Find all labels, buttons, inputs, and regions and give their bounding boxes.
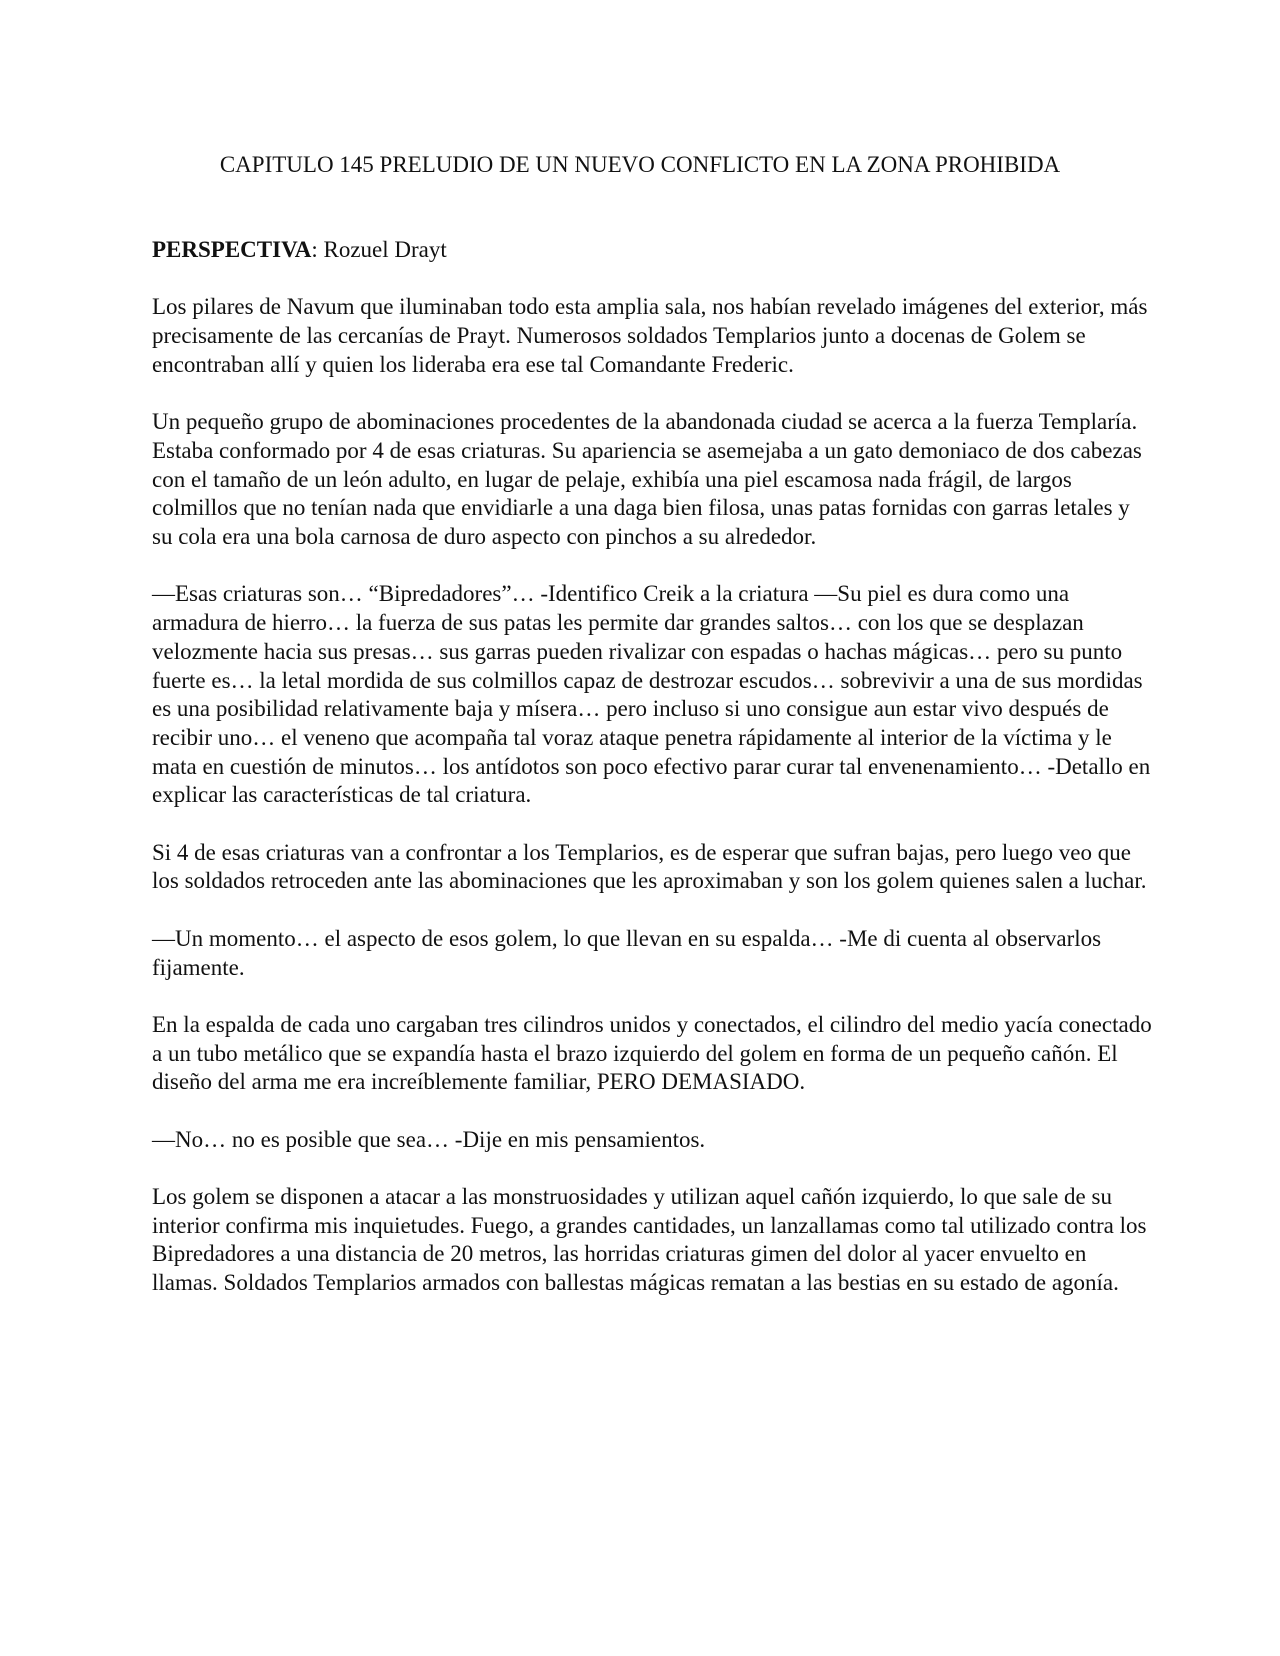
perspective-line: [152, 236, 1152, 265]
paragraph: Si 4 de esas criaturas van a confrontar a los Templarios, es de esperar que sufran bajas, pero luego veo que los soldados retroceden ante las abominaciones que les aproximaban y son los golem quienes salen a luchar.: [152, 839, 1147, 894]
paragraph: Los pilares de Navum que iluminaban todo esta amplia sala, nos habían revelado imágenes del exterior, más precisamente de las cercanías de Prayt. Numerosos soldados Templarios junto a docenas de Golem se encontraban allí y quien los lideraba era ese tal Comandante Frederic.: [152, 294, 1148, 377]
paragraph: Un pequeño grupo de abominaciones procedentes de la abandonada ciudad se acerca a la fuerza Templaría. Estaba conformado por 4 de esas criaturas. Su apariencia se asemejaba a un gato demoniaco de dos cabezas con el tamaño de un león adulto, en lugar de pelaje, exhibía una piel escamosa nada frágil, de largos colmillos que no tenían nada que envidiarle a una daga bien filosa, unas patas fornidas con garras letales y su cola era una bola carnosa de duro aspecto con pinchos a su alrededor.: [152, 409, 1142, 549]
paragraph: —Un momento… el aspecto de esos golem, lo que llevan en su espalda… -Me di cuenta al observarlos fijamente.: [152, 925, 1102, 980]
paragraph: —No… no es posible que sea… -Dije en mis pensamientos.: [152, 1126, 706, 1152]
document-body: [152, 236, 1152, 1327]
paragraph: En la espalda de cada uno cargaban tres cilindros unidos y conectados, el cilindro del medio yacía conectado a un tubo metálico que se expandía hasta el brazo izquierdo del golem en forma de un pequeño cañón. El diseño del arma me era increíblemente familiar, PERO DEMASIADO.: [152, 1011, 1152, 1095]
perspective-separator: :: [311, 237, 318, 262]
chapter-title: CAPITULO 145 PRELUDIO DE UN NUEVO CONFLICTO EN LA ZONA PROHIBIDA: [219, 152, 1061, 177]
paragraph: Los golem se disponen a atacar a las monstruosidades y utilizan aquel cañón izquierdo, lo que sale de su interior confirma mis inquietudes. Fuego, a grandes cantidades, un lanzallamas como tal utilizado contra los Bipredadores a una distancia de 20 metros, las horridas criaturas gimen del dolor al yacer envuelto en llamas. Soldados Templarios armados con ballestas mágicas rematan a las bestias en su estado de agonía.: [152, 1184, 1147, 1296]
perspective-value: Rozuel Drayt: [317, 237, 447, 262]
paragraph: —Esas criaturas son… “Bipredadores”… -Identifico Creik a la criatura —Su piel es dura como una armadura de hierro… la fuerza de sus patas les permite dar grandes saltos… con los que se desplazan velozmente hacia sus presas… sus garras pueden rivalizar con espadas o hachas mágicas… pero su punto fuerte es… la letal mordida de sus colmillos capaz de destrozar escudos… sobrevivir a una de sus mordidas es una posibilidad relativamente baja y mísera… pero incluso si uno consigue aun estar vivo después de recibir uno… el veneno que acompaña tal voraz ataque penetra rápidamente al interior de la víctima y le mata en cuestión de minutos… los antídotos son poco efectivo parar curar tal envenenamiento… -Detallo en explicar las características de tal criatura.: [152, 581, 1151, 808]
perspective-label: PERSPECTIVA: [152, 237, 312, 262]
